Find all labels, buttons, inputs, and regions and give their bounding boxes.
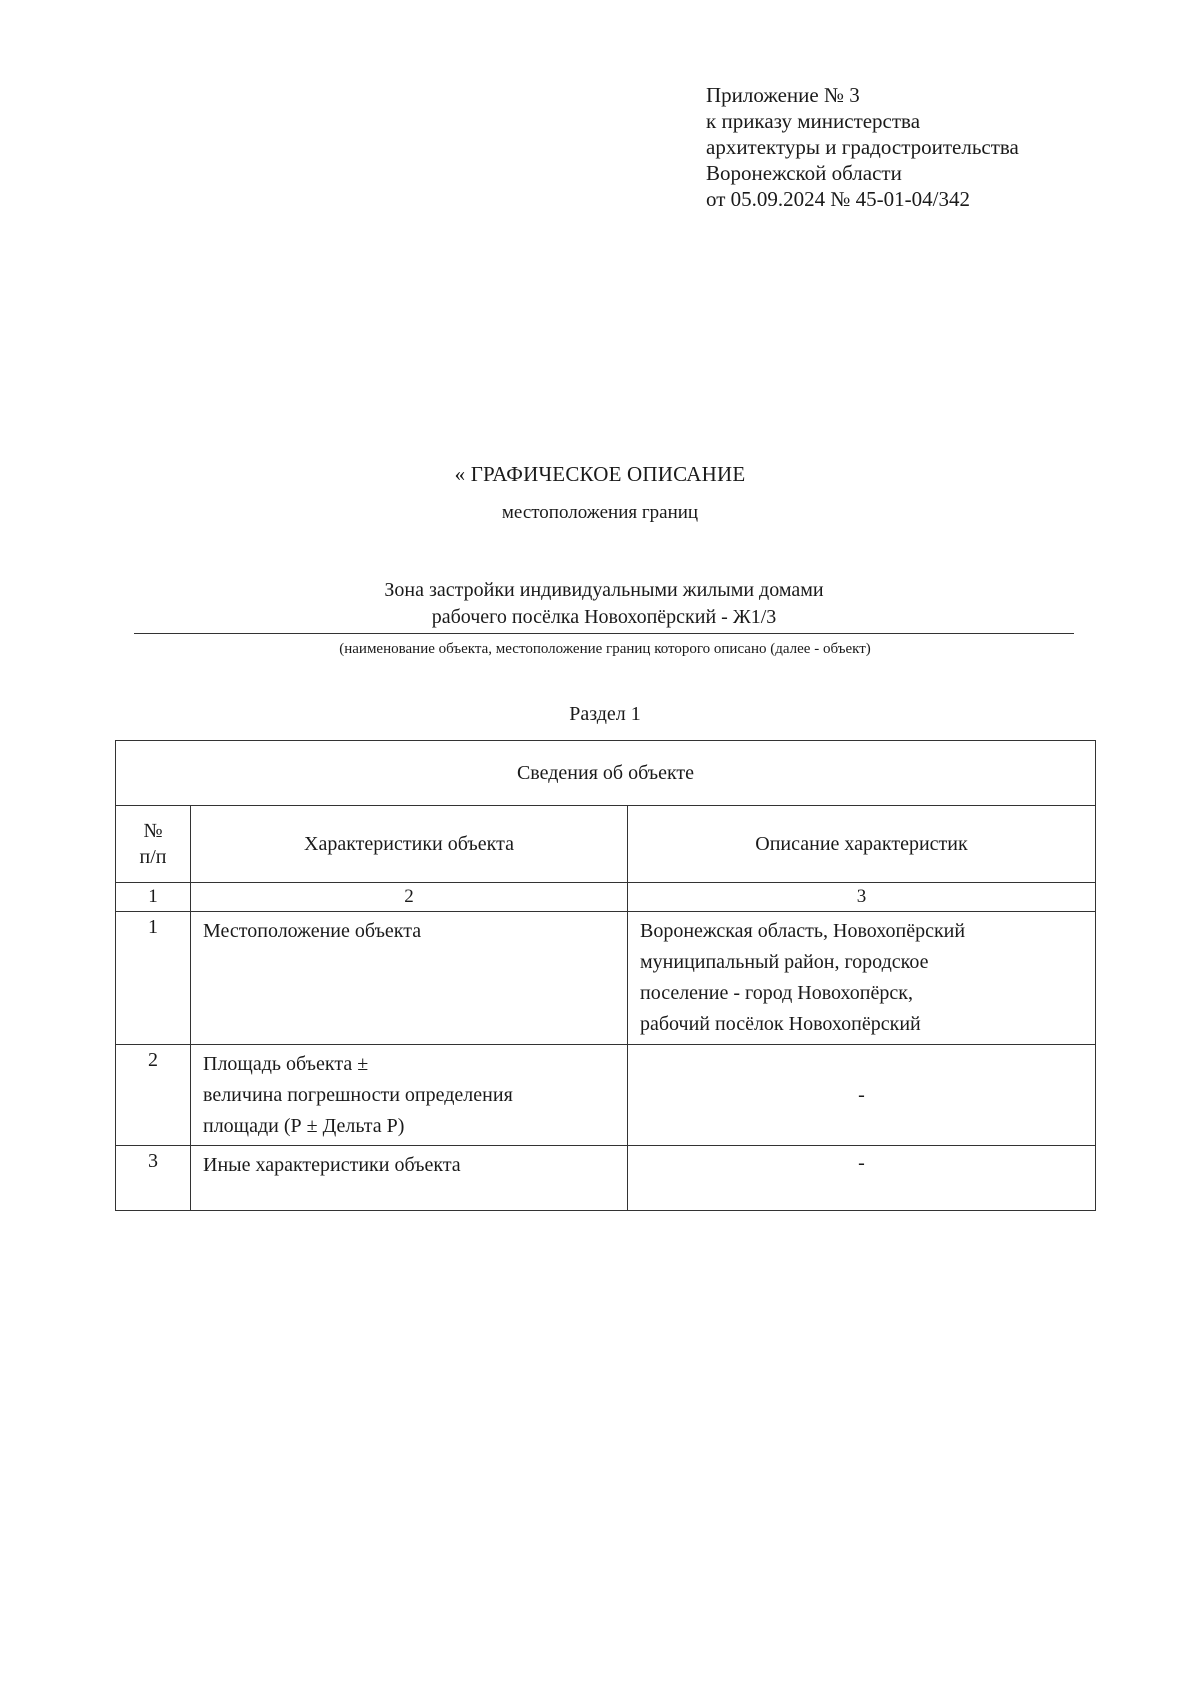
table-header-row xyxy=(116,806,1096,883)
document-title: « ГРАФИЧЕСКОЕ ОПИСАНИЕ xyxy=(454,462,746,486)
object-caption: (наименование объекта, местоположение границ которого описано (далее - объект) xyxy=(339,641,871,657)
appendix-line: от 05.09.2024 № 45-01-04/342 xyxy=(706,187,971,211)
table-row xyxy=(116,1146,1096,1211)
row-characteristic xyxy=(191,1045,628,1146)
row-num: 1 xyxy=(116,912,191,1045)
appendix-header xyxy=(706,82,1019,212)
object-info-table xyxy=(115,740,1096,1211)
section-label: Раздел 1 xyxy=(569,703,641,725)
table-row xyxy=(116,912,1096,1045)
text-line: поселение - город Новохопёрск, xyxy=(640,982,913,1004)
table-index-row xyxy=(116,883,1096,912)
text-line: муниципальный район, городское xyxy=(640,951,929,973)
appendix-line: Приложение № 3 xyxy=(706,83,860,107)
row-description: - xyxy=(628,1146,1096,1211)
document-subtitle: местоположения границ xyxy=(501,502,699,523)
index-cell: 3 xyxy=(628,883,1096,912)
header-num-line: № xyxy=(143,820,163,842)
row-characteristic xyxy=(191,1146,628,1211)
header-characteristics: Характеристики объекта xyxy=(191,806,628,883)
row-characteristic xyxy=(191,912,628,1045)
row-num: 3 xyxy=(116,1146,191,1211)
header-num-line: п/п xyxy=(139,846,167,868)
index-cell: 1 xyxy=(116,883,191,912)
table-caption: Сведения об объекте xyxy=(116,741,1096,806)
header-num xyxy=(116,806,191,883)
appendix-line: архитектуры и градостроительства xyxy=(706,135,1019,159)
row-description xyxy=(628,912,1096,1045)
text-line: Местоположение объекта xyxy=(203,920,422,942)
text-line: площади (Р ± Дельта Р) xyxy=(203,1115,405,1137)
text-line: Воронежская область, Новохопёрский xyxy=(640,920,966,942)
text-line: Площадь объекта ± xyxy=(203,1053,369,1075)
index-cell: 2 xyxy=(191,883,628,912)
appendix-line: Воронежской области xyxy=(706,161,902,185)
text-line: величина погрешности определения xyxy=(203,1084,513,1106)
header-description: Описание характеристик xyxy=(628,806,1096,883)
row-description: - xyxy=(628,1045,1096,1146)
table-row xyxy=(116,1045,1096,1146)
object-name-line: Зона застройки индивидуальными жилыми домами xyxy=(384,579,824,601)
object-name-line: рабочего посёлка Новохопёрский - Ж1/3 xyxy=(431,606,777,628)
object-name xyxy=(134,577,1074,634)
appendix-line: к приказу министерства xyxy=(706,109,921,133)
row-num: 2 xyxy=(116,1045,191,1146)
table-caption-row xyxy=(116,741,1096,806)
text-line: Иные характеристики объекта xyxy=(203,1154,461,1176)
text-line: рабочий посёлок Новохопёрский xyxy=(640,1013,921,1035)
